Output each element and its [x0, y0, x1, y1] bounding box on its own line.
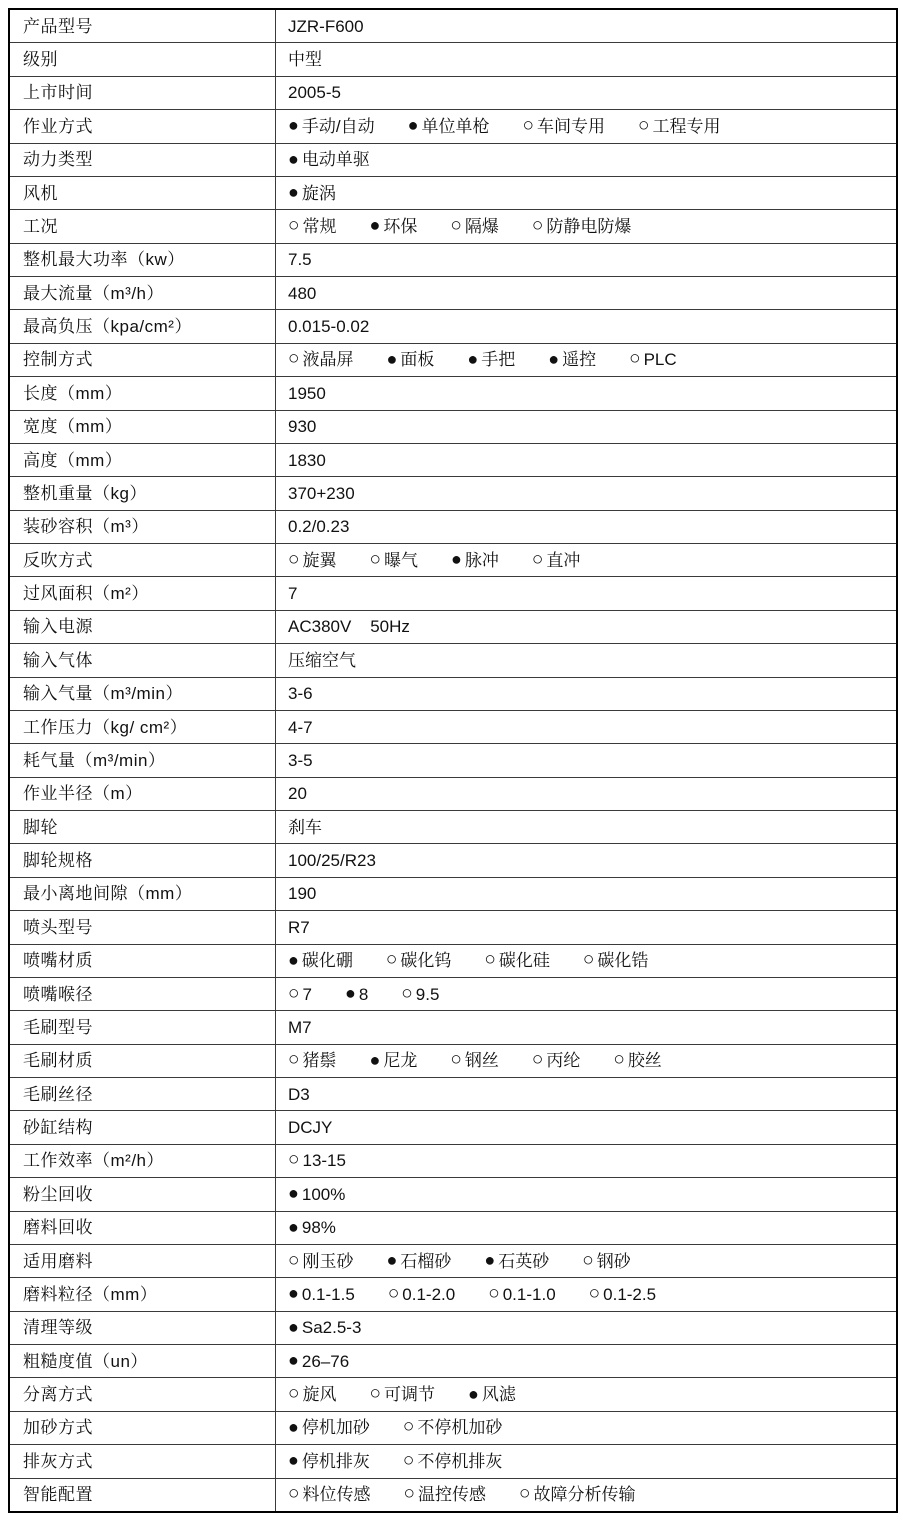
- table-row: [10, 209, 896, 242]
- spec-label: 喷头型号: [10, 911, 276, 943]
- option-label: 0.1-1.5: [301, 1284, 355, 1304]
- option-unselected: [522, 114, 605, 136]
- option-unselected: [519, 1485, 635, 1504]
- option-unselected: [484, 951, 549, 970]
- spec-value: 3-6: [288, 684, 313, 704]
- empty-circle-icon: ○: [488, 1282, 500, 1304]
- spec-value: [276, 344, 896, 376]
- table-row: [10, 1177, 896, 1210]
- table-row: [10, 1110, 896, 1143]
- spec-value: [276, 1412, 896, 1444]
- option-unselected: [288, 1051, 336, 1070]
- empty-circle-icon: ○: [582, 949, 595, 971]
- spec-label: 毛刷材质: [10, 1045, 276, 1077]
- option-selected: [548, 348, 597, 370]
- spec-value: 压缩空气: [288, 650, 356, 670]
- option-label: 液晶屏: [302, 350, 354, 370]
- table-row: [10, 1311, 896, 1344]
- option-label: 停机加砂: [301, 1418, 370, 1438]
- option-selected: [288, 184, 336, 202]
- empty-circle-icon: ○: [288, 348, 300, 370]
- option-label: 0.1-1.0: [502, 1284, 556, 1304]
- empty-circle-icon: ○: [518, 1483, 531, 1505]
- option-label: 料位传感: [302, 1485, 371, 1505]
- empty-circle-icon: ○: [450, 214, 462, 236]
- option-label: 不停机加砂: [417, 1418, 503, 1438]
- spec-value: 480: [288, 283, 317, 303]
- empty-circle-icon: ○: [288, 1149, 300, 1171]
- empty-circle-icon: ○: [629, 348, 641, 370]
- option-label: 7: [302, 984, 312, 1004]
- spec-value: 930: [288, 417, 317, 437]
- table-row: [10, 1277, 896, 1310]
- spec-value: JZR-F600: [288, 16, 364, 36]
- spec-label: 输入电源: [10, 611, 276, 643]
- table-row: [10, 743, 896, 776]
- spec-label: 脚轮: [10, 811, 276, 843]
- spec-value: 0.015-0.02: [288, 317, 370, 337]
- spec-value: 4-7: [288, 717, 313, 737]
- option-selected: [467, 1383, 516, 1405]
- option-unselected: [369, 548, 418, 570]
- spec-value: [276, 110, 896, 142]
- spec-label: 最小离地间隙（mm）: [10, 878, 276, 910]
- option-label: 100%: [301, 1184, 346, 1204]
- empty-circle-icon: ○: [531, 548, 544, 570]
- option-selected: [288, 117, 375, 135]
- option-unselected: [588, 1282, 657, 1304]
- spec-label: 工作效率（m²/h）: [10, 1145, 276, 1177]
- option-selected: [484, 1252, 549, 1270]
- option-unselected: [582, 1249, 631, 1271]
- option-label: 电动单驱: [301, 150, 370, 170]
- spec-label: 高度（mm）: [10, 444, 276, 476]
- table-row: [10, 510, 896, 543]
- option-unselected: [387, 1282, 456, 1304]
- table-row: [10, 10, 896, 42]
- table-row: [10, 576, 896, 609]
- spec-value: 1830: [288, 450, 326, 470]
- filled-circle-icon: ●: [386, 1250, 398, 1271]
- option-label: 碳化硼: [301, 951, 353, 971]
- table-row: [10, 977, 896, 1010]
- spec-label: 工作压力（kg/ cm²）: [10, 711, 276, 743]
- option-unselected: [532, 1051, 580, 1070]
- option-label: 钢砂: [596, 1251, 631, 1271]
- option-label: 风滤: [481, 1385, 516, 1405]
- filled-circle-icon: ●: [386, 348, 398, 369]
- option-label: 手把: [481, 350, 516, 370]
- spec-value: R7: [288, 917, 310, 937]
- option-unselected: [288, 982, 312, 1004]
- table-row: [10, 777, 896, 810]
- option-unselected: [450, 214, 499, 236]
- spec-label: 粗糙度值（un）: [10, 1345, 276, 1377]
- option-unselected: [288, 1151, 346, 1170]
- table-row: [10, 910, 896, 943]
- option-unselected: [637, 114, 721, 136]
- table-row: [10, 843, 896, 876]
- spec-label: 反吹方式: [10, 544, 276, 576]
- table-row: [10, 243, 896, 276]
- product-spec-table: [8, 8, 898, 1513]
- spec-value: 7.5: [288, 250, 312, 270]
- table-row: [10, 476, 896, 509]
- option-label: 环保: [383, 216, 418, 236]
- spec-label: 加砂方式: [10, 1412, 276, 1444]
- spec-value: [276, 1312, 896, 1344]
- spec-label: 整机最大功率（kw）: [10, 244, 276, 276]
- option-selected: [345, 985, 368, 1003]
- option-label: 工程专用: [652, 116, 721, 136]
- spec-label: 过风面积（m²）: [10, 577, 276, 609]
- option-label: 曝气: [383, 550, 418, 570]
- table-row: [10, 543, 896, 576]
- spec-value: [276, 1378, 896, 1410]
- option-label: 丙纶: [546, 1051, 581, 1071]
- spec-value: [276, 1145, 896, 1177]
- spec-label: 磨料回收: [10, 1212, 276, 1244]
- table-row: [10, 1044, 896, 1077]
- table-row: [10, 343, 896, 376]
- option-unselected: [629, 350, 677, 369]
- option-label: 9.5: [415, 984, 440, 1004]
- option-label: 车间专用: [536, 116, 605, 136]
- filled-circle-icon: ●: [288, 1350, 299, 1371]
- spec-label: 适用磨料: [10, 1245, 276, 1277]
- filled-circle-icon: ●: [288, 1450, 299, 1471]
- filled-circle-icon: ●: [369, 1049, 381, 1070]
- option-label: 防静电防爆: [546, 216, 632, 236]
- option-label: 猪鬃: [302, 1051, 337, 1071]
- empty-circle-icon: ○: [369, 1383, 381, 1405]
- spec-value: [276, 945, 896, 977]
- spec-label: 输入气体: [10, 644, 276, 676]
- spec-label: 级别: [10, 43, 276, 75]
- table-row: [10, 810, 896, 843]
- empty-circle-icon: ○: [402, 1449, 415, 1471]
- option-label: 98%: [301, 1218, 336, 1238]
- table-row: [10, 1010, 896, 1043]
- option-selected: [369, 217, 417, 235]
- spec-value: [276, 1212, 896, 1244]
- option-label: 手动/自动: [301, 116, 375, 136]
- table-row: [10, 944, 896, 977]
- option-selected: [288, 1452, 370, 1470]
- table-row: [10, 1144, 896, 1177]
- spec-label: 作业半径（m）: [10, 778, 276, 810]
- spec-value: [276, 177, 896, 209]
- spec-label: 输入气量（m³/min）: [10, 678, 276, 710]
- filled-circle-icon: ●: [288, 148, 299, 169]
- table-row: [10, 1444, 896, 1477]
- spec-label: 智能配置: [10, 1479, 276, 1511]
- spec-value: 2005-5: [288, 83, 341, 103]
- empty-circle-icon: ○: [288, 982, 300, 1004]
- spec-label: 清理等级: [10, 1312, 276, 1344]
- option-unselected: [401, 982, 440, 1004]
- spec-value: [276, 1045, 896, 1077]
- option-unselected: [288, 1485, 370, 1504]
- table-row: [10, 443, 896, 476]
- filled-circle-icon: ●: [288, 949, 299, 970]
- option-unselected: [288, 214, 337, 236]
- spec-value: 7: [288, 584, 298, 604]
- spec-label: 宽度（mm）: [10, 411, 276, 443]
- empty-circle-icon: ○: [288, 214, 300, 236]
- spec-value: [276, 1278, 896, 1310]
- option-label: Sa2.5-3: [301, 1318, 362, 1338]
- spec-label: 最高负压（kpa/cm²）: [10, 310, 276, 342]
- option-label: 温控传感: [417, 1485, 486, 1505]
- filled-circle-icon: ●: [288, 1416, 299, 1437]
- empty-circle-icon: ○: [288, 548, 300, 570]
- table-row: [10, 1211, 896, 1244]
- spec-label: 磨料粒径（mm）: [10, 1278, 276, 1310]
- empty-circle-icon: ○: [484, 949, 496, 971]
- filled-circle-icon: ●: [288, 1216, 299, 1237]
- spec-label: 排灰方式: [10, 1445, 276, 1477]
- spec-label: 喷嘴材质: [10, 945, 276, 977]
- spec-value: D3: [288, 1084, 310, 1104]
- option-selected: [288, 1316, 362, 1338]
- spec-label: 产品型号: [10, 10, 276, 42]
- spec-value: [276, 144, 896, 176]
- filled-circle-icon: ●: [288, 182, 299, 203]
- empty-circle-icon: ○: [288, 1383, 300, 1405]
- spec-value: M7: [288, 1017, 312, 1037]
- option-label: 面板: [400, 350, 435, 370]
- filled-circle-icon: ●: [450, 549, 462, 570]
- spec-value: [276, 1245, 896, 1277]
- option-unselected: [583, 951, 648, 970]
- table-row: [10, 1344, 896, 1377]
- filled-circle-icon: ●: [369, 215, 381, 236]
- empty-circle-icon: ○: [288, 1483, 300, 1505]
- filled-circle-icon: ●: [467, 1383, 479, 1404]
- table-row: [10, 76, 896, 109]
- spec-value: [276, 210, 896, 242]
- empty-circle-icon: ○: [369, 548, 381, 570]
- spec-label: 粉尘回收: [10, 1178, 276, 1210]
- option-selected: [467, 348, 516, 370]
- spec-value: [276, 1345, 896, 1377]
- empty-circle-icon: ○: [582, 1249, 594, 1271]
- option-label: 0.1-2.5: [603, 1284, 657, 1304]
- option-selected: [288, 1185, 345, 1203]
- spec-value: AC380V 50Hz: [288, 617, 410, 637]
- option-label: 0.1-2.0: [402, 1284, 456, 1304]
- option-label: 碳化锆: [597, 951, 649, 971]
- table-row: [10, 1478, 896, 1511]
- table-row: [10, 42, 896, 75]
- option-unselected: [531, 214, 632, 236]
- table-row: [10, 109, 896, 142]
- spec-label: 装砂容积（m³）: [10, 511, 276, 543]
- spec-label: 耗气量（m³/min）: [10, 744, 276, 776]
- spec-label: 毛刷丝径: [10, 1078, 276, 1110]
- table-row: [10, 1244, 896, 1277]
- option-label: 不停机排灰: [417, 1451, 503, 1471]
- option-label: 8: [358, 984, 369, 1004]
- spec-label: 砂缸结构: [10, 1111, 276, 1143]
- option-label: 故障分析传输: [533, 1485, 636, 1505]
- option-label: 旋翼: [302, 550, 337, 570]
- option-unselected: [402, 1449, 503, 1471]
- spec-label: 工况: [10, 210, 276, 242]
- filled-circle-icon: ●: [407, 115, 419, 136]
- option-unselected: [613, 1051, 661, 1070]
- spec-value: 0.2/0.23: [288, 517, 350, 537]
- spec-value: 3-5: [288, 750, 313, 770]
- option-selected: [288, 949, 353, 971]
- option-selected: [288, 1352, 349, 1370]
- spec-label: 脚轮规格: [10, 844, 276, 876]
- option-label: 钢丝: [464, 1051, 499, 1071]
- spec-value: [276, 1178, 896, 1210]
- table-row: [10, 677, 896, 710]
- option-label: 直冲: [546, 550, 581, 570]
- empty-circle-icon: ○: [450, 1049, 462, 1071]
- empty-circle-icon: ○: [288, 1249, 300, 1271]
- option-selected: [408, 117, 490, 135]
- option-label: 常规: [302, 216, 337, 236]
- option-unselected: [288, 350, 353, 369]
- option-unselected: [369, 1385, 434, 1404]
- spec-label: 风机: [10, 177, 276, 209]
- spec-label: 长度（mm）: [10, 377, 276, 409]
- option-unselected: [403, 1485, 485, 1504]
- table-row: [10, 276, 896, 309]
- option-label: 旋涡: [301, 183, 336, 203]
- option-selected: [288, 148, 370, 170]
- spec-value: 190: [288, 884, 317, 904]
- option-label: 可调节: [383, 1385, 435, 1405]
- option-selected: [386, 1252, 451, 1270]
- spec-value: [276, 1479, 896, 1511]
- spec-label: 毛刷型号: [10, 1011, 276, 1043]
- empty-circle-icon: ○: [637, 114, 650, 136]
- empty-circle-icon: ○: [613, 1049, 625, 1071]
- option-label: 遥控: [562, 350, 597, 370]
- filled-circle-icon: ●: [484, 1250, 496, 1271]
- table-row: [10, 1077, 896, 1110]
- empty-circle-icon: ○: [288, 1049, 300, 1071]
- option-label: 石榴砂: [400, 1251, 452, 1271]
- spec-label: 最大流量（m³/h）: [10, 277, 276, 309]
- empty-circle-icon: ○: [387, 1282, 400, 1304]
- option-label: 刚玉砂: [302, 1251, 354, 1271]
- spec-value: 中型: [288, 50, 322, 70]
- option-label: PLC: [643, 350, 677, 370]
- table-row: [10, 410, 896, 443]
- spec-label: 分离方式: [10, 1378, 276, 1410]
- table-row: [10, 176, 896, 209]
- table-row: [10, 309, 896, 342]
- spec-label: 喷嘴喉径: [10, 978, 276, 1010]
- option-label: 26–76: [301, 1351, 350, 1371]
- option-label: 旋风: [302, 1385, 337, 1405]
- option-unselected: [288, 1249, 354, 1271]
- empty-circle-icon: ○: [531, 214, 544, 236]
- filled-circle-icon: ●: [344, 983, 356, 1004]
- option-selected: [288, 1416, 370, 1438]
- option-selected: [451, 551, 499, 569]
- table-row: [10, 610, 896, 643]
- spec-value: 刹车: [288, 817, 322, 837]
- table-row: [10, 1411, 896, 1444]
- option-unselected: [488, 1282, 556, 1304]
- option-label: 尼龙: [383, 1051, 418, 1071]
- option-label: 石英砂: [498, 1251, 550, 1271]
- option-label: 单位单枪: [421, 116, 490, 136]
- empty-circle-icon: ○: [403, 1483, 415, 1505]
- filled-circle-icon: ●: [288, 1283, 299, 1304]
- filled-circle-icon: ●: [467, 348, 479, 369]
- option-unselected: [288, 548, 337, 570]
- option-label: 13-15: [302, 1151, 346, 1171]
- option-unselected: [386, 951, 451, 970]
- spec-value: [276, 1445, 896, 1477]
- table-row: [10, 877, 896, 910]
- option-selected: [386, 348, 435, 370]
- spec-value: DCJY: [288, 1118, 333, 1138]
- table-row: [10, 376, 896, 409]
- empty-circle-icon: ○: [531, 1049, 544, 1071]
- table-row: [10, 643, 896, 676]
- option-label: 碳化钨: [400, 951, 452, 971]
- spec-value: 100/25/R23: [288, 851, 376, 871]
- option-label: 脉冲: [464, 550, 499, 570]
- empty-circle-icon: ○: [401, 982, 413, 1004]
- spec-label: 作业方式: [10, 110, 276, 142]
- filled-circle-icon: ●: [288, 1183, 299, 1204]
- option-unselected: [531, 548, 581, 570]
- option-selected: [288, 1285, 355, 1303]
- spec-label: 上市时间: [10, 77, 276, 109]
- option-selected: [369, 1049, 418, 1071]
- spec-label: 控制方式: [10, 344, 276, 376]
- spec-value: 20: [288, 784, 307, 804]
- spec-value: 1950: [288, 383, 326, 403]
- empty-circle-icon: ○: [522, 114, 534, 136]
- option-unselected: [403, 1418, 502, 1437]
- spec-label: 整机重量（kg）: [10, 477, 276, 509]
- option-label: 停机排灰: [301, 1451, 370, 1471]
- table-row: [10, 1377, 896, 1410]
- option-label: 胶丝: [627, 1051, 662, 1071]
- filled-circle-icon: ●: [548, 348, 560, 369]
- option-selected: [288, 1216, 336, 1238]
- option-label: 碳化硅: [498, 951, 550, 971]
- option-unselected: [450, 1051, 498, 1070]
- empty-circle-icon: ○: [588, 1282, 601, 1304]
- table-row: [10, 143, 896, 176]
- spec-value: 370+230: [288, 483, 355, 503]
- option-unselected: [288, 1385, 336, 1404]
- empty-circle-icon: ○: [385, 949, 398, 971]
- spec-label: 动力类型: [10, 144, 276, 176]
- empty-circle-icon: ○: [402, 1416, 415, 1438]
- filled-circle-icon: ●: [288, 115, 299, 136]
- spec-value: [276, 978, 896, 1010]
- spec-value: [276, 544, 896, 576]
- filled-circle-icon: ●: [288, 1316, 299, 1337]
- table-row: [10, 710, 896, 743]
- option-label: 隔爆: [464, 216, 499, 236]
